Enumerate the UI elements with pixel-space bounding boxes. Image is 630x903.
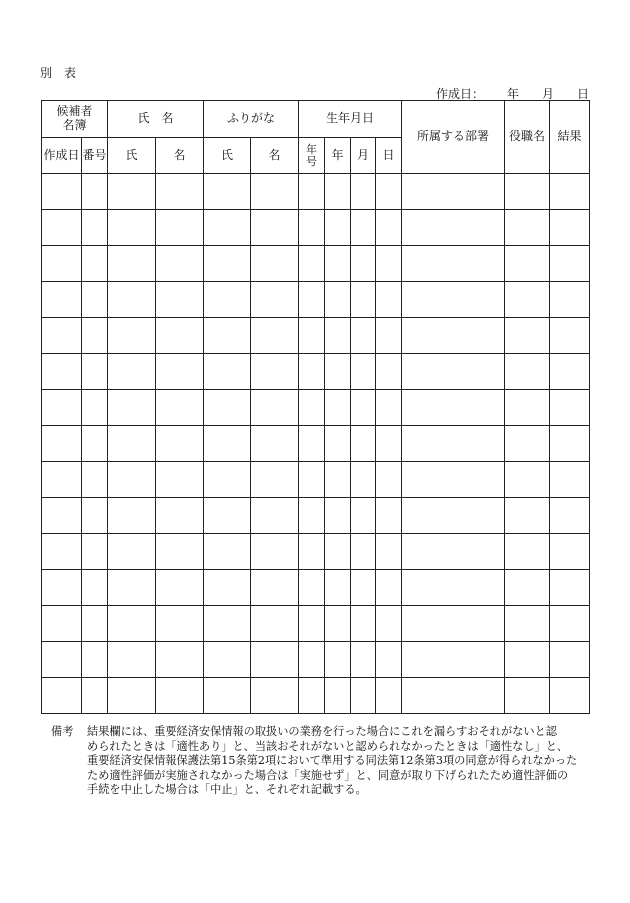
cell-given-name	[156, 498, 204, 534]
cell-given-name	[156, 318, 204, 354]
cell-given-name	[156, 570, 204, 606]
header-name: 氏 名	[108, 101, 204, 138]
cell-result	[550, 498, 590, 534]
cell-number	[82, 606, 108, 642]
cell-result	[550, 390, 590, 426]
cell-era	[299, 462, 325, 498]
cell-furigana-given	[251, 282, 299, 318]
cell-era	[299, 390, 325, 426]
cell-day	[376, 570, 402, 606]
cell-number	[82, 570, 108, 606]
cell-department	[402, 426, 505, 462]
cell-position	[505, 246, 550, 282]
table-row	[42, 678, 590, 714]
cell-month	[351, 534, 376, 570]
cell-surname	[108, 534, 156, 570]
cell-created-date	[42, 534, 82, 570]
cell-result	[550, 462, 590, 498]
cell-day	[376, 354, 402, 390]
cell-year	[325, 606, 351, 642]
cell-furigana-surname	[204, 534, 251, 570]
cell-month	[351, 210, 376, 246]
cell-number	[82, 390, 108, 426]
remarks-body	[87, 725, 592, 798]
cell-furigana-given	[251, 246, 299, 282]
cell-furigana-given	[251, 534, 299, 570]
cell-result	[550, 318, 590, 354]
table-row	[42, 282, 590, 318]
cell-era	[299, 426, 325, 462]
cell-surname	[108, 282, 156, 318]
cell-surname	[108, 606, 156, 642]
cell-result	[550, 282, 590, 318]
cell-number	[82, 678, 108, 714]
cell-given-name	[156, 282, 204, 318]
header-surname: 氏	[108, 138, 156, 174]
remarks-line-1: 結果欄には、重要経済安保情報の取扱いの業務を行った場合にこれを漏らすおそれがないと認	[87, 725, 557, 738]
header-result: 結果	[550, 101, 590, 174]
cell-year	[325, 174, 351, 210]
cell-position	[505, 390, 550, 426]
table-row	[42, 426, 590, 462]
header-created-date: 作成日	[42, 138, 82, 174]
cell-month	[351, 462, 376, 498]
cell-created-date	[42, 642, 82, 678]
cell-surname	[108, 462, 156, 498]
cell-era	[299, 570, 325, 606]
cell-month	[351, 246, 376, 282]
cell-year	[325, 498, 351, 534]
cell-month	[351, 354, 376, 390]
cell-position	[505, 498, 550, 534]
cell-position	[505, 318, 550, 354]
cell-year	[325, 642, 351, 678]
header-birthdate: 生年月日	[299, 101, 402, 138]
cell-surname	[108, 246, 156, 282]
cell-furigana-given	[251, 606, 299, 642]
cell-number	[82, 174, 108, 210]
table-row	[42, 462, 590, 498]
header-department: 所属する部署	[402, 101, 505, 174]
cell-surname	[108, 642, 156, 678]
cell-year	[325, 534, 351, 570]
cell-position	[505, 426, 550, 462]
cell-result	[550, 210, 590, 246]
remarks-line-2: められたときは「適性あり」と、当該おそれがないと認められなかったときは「適性なし」と、	[87, 739, 569, 753]
cell-day	[376, 498, 402, 534]
cell-day	[376, 606, 402, 642]
cell-given-name	[156, 678, 204, 714]
date-label: 作成日：	[436, 87, 485, 101]
cell-result	[550, 678, 590, 714]
cell-surname	[108, 426, 156, 462]
cell-day	[376, 174, 402, 210]
cell-number	[82, 282, 108, 318]
cell-given-name	[156, 426, 204, 462]
header-furigana: ふりがな	[204, 101, 299, 138]
cell-year	[325, 570, 351, 606]
cell-day	[376, 426, 402, 462]
cell-furigana-given	[251, 210, 299, 246]
cell-era	[299, 606, 325, 642]
date-month-label: 月	[542, 87, 555, 101]
cell-given-name	[156, 534, 204, 570]
cell-position	[505, 462, 550, 498]
cell-day	[376, 246, 402, 282]
cell-era	[299, 210, 325, 246]
cell-furigana-surname	[204, 390, 251, 426]
cell-number	[82, 426, 108, 462]
table-row	[42, 642, 590, 678]
cell-month	[351, 678, 376, 714]
cell-era	[299, 534, 325, 570]
cell-position	[505, 606, 550, 642]
cell-department	[402, 174, 505, 210]
cell-given-name	[156, 354, 204, 390]
cell-result	[550, 174, 590, 210]
cell-year	[325, 318, 351, 354]
cell-era	[299, 246, 325, 282]
cell-result	[550, 426, 590, 462]
cell-surname	[108, 354, 156, 390]
remarks-line-5: 手続を中止した場合は「中止」と、それぞれ記載する。	[87, 783, 367, 796]
cell-created-date	[42, 282, 82, 318]
table-row	[42, 318, 590, 354]
cell-furigana-surname	[204, 678, 251, 714]
cell-given-name	[156, 246, 204, 282]
cell-created-date	[42, 498, 82, 534]
cell-surname	[108, 390, 156, 426]
cell-number	[82, 462, 108, 498]
cell-month	[351, 174, 376, 210]
cell-year	[325, 282, 351, 318]
cell-furigana-surname	[204, 282, 251, 318]
header-month: 月	[351, 138, 376, 174]
table-row	[42, 354, 590, 390]
cell-month	[351, 282, 376, 318]
cell-year	[325, 678, 351, 714]
cell-given-name	[156, 390, 204, 426]
cell-day	[376, 534, 402, 570]
cell-position	[505, 174, 550, 210]
table-row	[42, 534, 590, 570]
cell-department	[402, 642, 505, 678]
cell-result	[550, 606, 590, 642]
cell-number	[82, 498, 108, 534]
cell-year	[325, 462, 351, 498]
cell-furigana-given	[251, 390, 299, 426]
date-year-label: 年	[507, 87, 520, 101]
cell-department	[402, 498, 505, 534]
cell-department	[402, 678, 505, 714]
cell-month	[351, 390, 376, 426]
cell-number	[82, 354, 108, 390]
header-furigana-given: 名	[251, 138, 299, 174]
cell-surname	[108, 498, 156, 534]
cell-furigana-given	[251, 318, 299, 354]
cell-year	[325, 246, 351, 282]
cell-number	[82, 642, 108, 678]
table-row	[42, 570, 590, 606]
cell-month	[351, 570, 376, 606]
cell-month	[351, 426, 376, 462]
cell-month	[351, 318, 376, 354]
cell-result	[550, 570, 590, 606]
cell-created-date	[42, 174, 82, 210]
cell-number	[82, 318, 108, 354]
cell-year	[325, 210, 351, 246]
header-furigana-surname: 氏	[204, 138, 251, 174]
cell-surname	[108, 210, 156, 246]
cell-era	[299, 318, 325, 354]
cell-given-name	[156, 174, 204, 210]
cell-furigana-surname	[204, 210, 251, 246]
cell-day	[376, 678, 402, 714]
header-day: 日	[376, 138, 402, 174]
date-day-label: 日	[577, 87, 590, 101]
cell-position	[505, 678, 550, 714]
cell-furigana-surname	[204, 642, 251, 678]
header-era: 年号	[299, 138, 325, 174]
cell-furigana-given	[251, 570, 299, 606]
cell-year	[325, 426, 351, 462]
cell-furigana-given	[251, 354, 299, 390]
cell-number	[82, 246, 108, 282]
cell-created-date	[42, 210, 82, 246]
table-row	[42, 390, 590, 426]
cell-department	[402, 606, 505, 642]
header-given-name: 名	[156, 138, 204, 174]
cell-surname	[108, 174, 156, 210]
cell-era	[299, 174, 325, 210]
cell-result	[550, 642, 590, 678]
cell-department	[402, 462, 505, 498]
cell-furigana-given	[251, 462, 299, 498]
header-number: 番号	[82, 138, 108, 174]
table-row	[42, 498, 590, 534]
cell-created-date	[42, 570, 82, 606]
cell-day	[376, 210, 402, 246]
cell-furigana-surname	[204, 462, 251, 498]
cell-created-date	[42, 426, 82, 462]
cell-result	[550, 354, 590, 390]
cell-position	[505, 534, 550, 570]
cell-surname	[108, 678, 156, 714]
header-candidate-list: 候補者名簿	[42, 101, 108, 138]
cell-position	[505, 282, 550, 318]
cell-year	[325, 390, 351, 426]
cell-furigana-surname	[204, 246, 251, 282]
table-row	[42, 210, 590, 246]
cell-department	[402, 390, 505, 426]
cell-given-name	[156, 462, 204, 498]
cell-day	[376, 282, 402, 318]
cell-position	[505, 354, 550, 390]
table-row	[42, 606, 590, 642]
cell-era	[299, 642, 325, 678]
cell-era	[299, 354, 325, 390]
cell-furigana-given	[251, 174, 299, 210]
cell-number	[82, 210, 108, 246]
cell-furigana-surname	[204, 354, 251, 390]
cell-day	[376, 462, 402, 498]
table-row	[42, 174, 590, 210]
cell-created-date	[42, 318, 82, 354]
annex-label: 別 表	[40, 66, 77, 80]
cell-furigana-surname	[204, 498, 251, 534]
cell-day	[376, 318, 402, 354]
cell-created-date	[42, 678, 82, 714]
cell-furigana-given	[251, 426, 299, 462]
cell-furigana-given	[251, 642, 299, 678]
remarks-line-4: ため適性評価が実施されなかった場合は「実施せず」と、同意が取り下げられたため適性評価の	[87, 768, 569, 782]
cell-created-date	[42, 354, 82, 390]
cell-department	[402, 570, 505, 606]
cell-number	[82, 534, 108, 570]
cell-era	[299, 498, 325, 534]
cell-department	[402, 210, 505, 246]
candidate-table	[41, 100, 590, 714]
cell-created-date	[42, 606, 82, 642]
cell-position	[505, 570, 550, 606]
remarks-line-3: 重要経済安保情報保護法第15条第2項において準用する同法第12条第3項の同意が得られなかった	[87, 754, 578, 767]
cell-department	[402, 534, 505, 570]
cell-department	[402, 318, 505, 354]
cell-furigana-given	[251, 678, 299, 714]
cell-department	[402, 354, 505, 390]
table-row	[42, 246, 590, 282]
cell-surname	[108, 570, 156, 606]
cell-given-name	[156, 210, 204, 246]
cell-given-name	[156, 606, 204, 642]
cell-surname	[108, 318, 156, 354]
cell-given-name	[156, 642, 204, 678]
cell-year	[325, 354, 351, 390]
cell-result	[550, 246, 590, 282]
cell-day	[376, 642, 402, 678]
cell-created-date	[42, 246, 82, 282]
cell-department	[402, 282, 505, 318]
cell-furigana-surname	[204, 318, 251, 354]
cell-furigana-given	[251, 498, 299, 534]
cell-era	[299, 678, 325, 714]
cell-result	[550, 534, 590, 570]
cell-created-date	[42, 390, 82, 426]
cell-era	[299, 282, 325, 318]
cell-month	[351, 606, 376, 642]
cell-furigana-surname	[204, 606, 251, 642]
cell-position	[505, 642, 550, 678]
header-row-1	[42, 101, 590, 138]
cell-furigana-surname	[204, 426, 251, 462]
header-position: 役職名	[505, 101, 550, 174]
cell-furigana-surname	[204, 174, 251, 210]
cell-month	[351, 642, 376, 678]
cell-furigana-surname	[204, 570, 251, 606]
cell-position	[505, 210, 550, 246]
cell-month	[351, 498, 376, 534]
cell-day	[376, 390, 402, 426]
cell-department	[402, 246, 505, 282]
cell-created-date	[42, 462, 82, 498]
remarks-head: 備考	[51, 725, 74, 738]
header-year: 年	[325, 138, 351, 174]
